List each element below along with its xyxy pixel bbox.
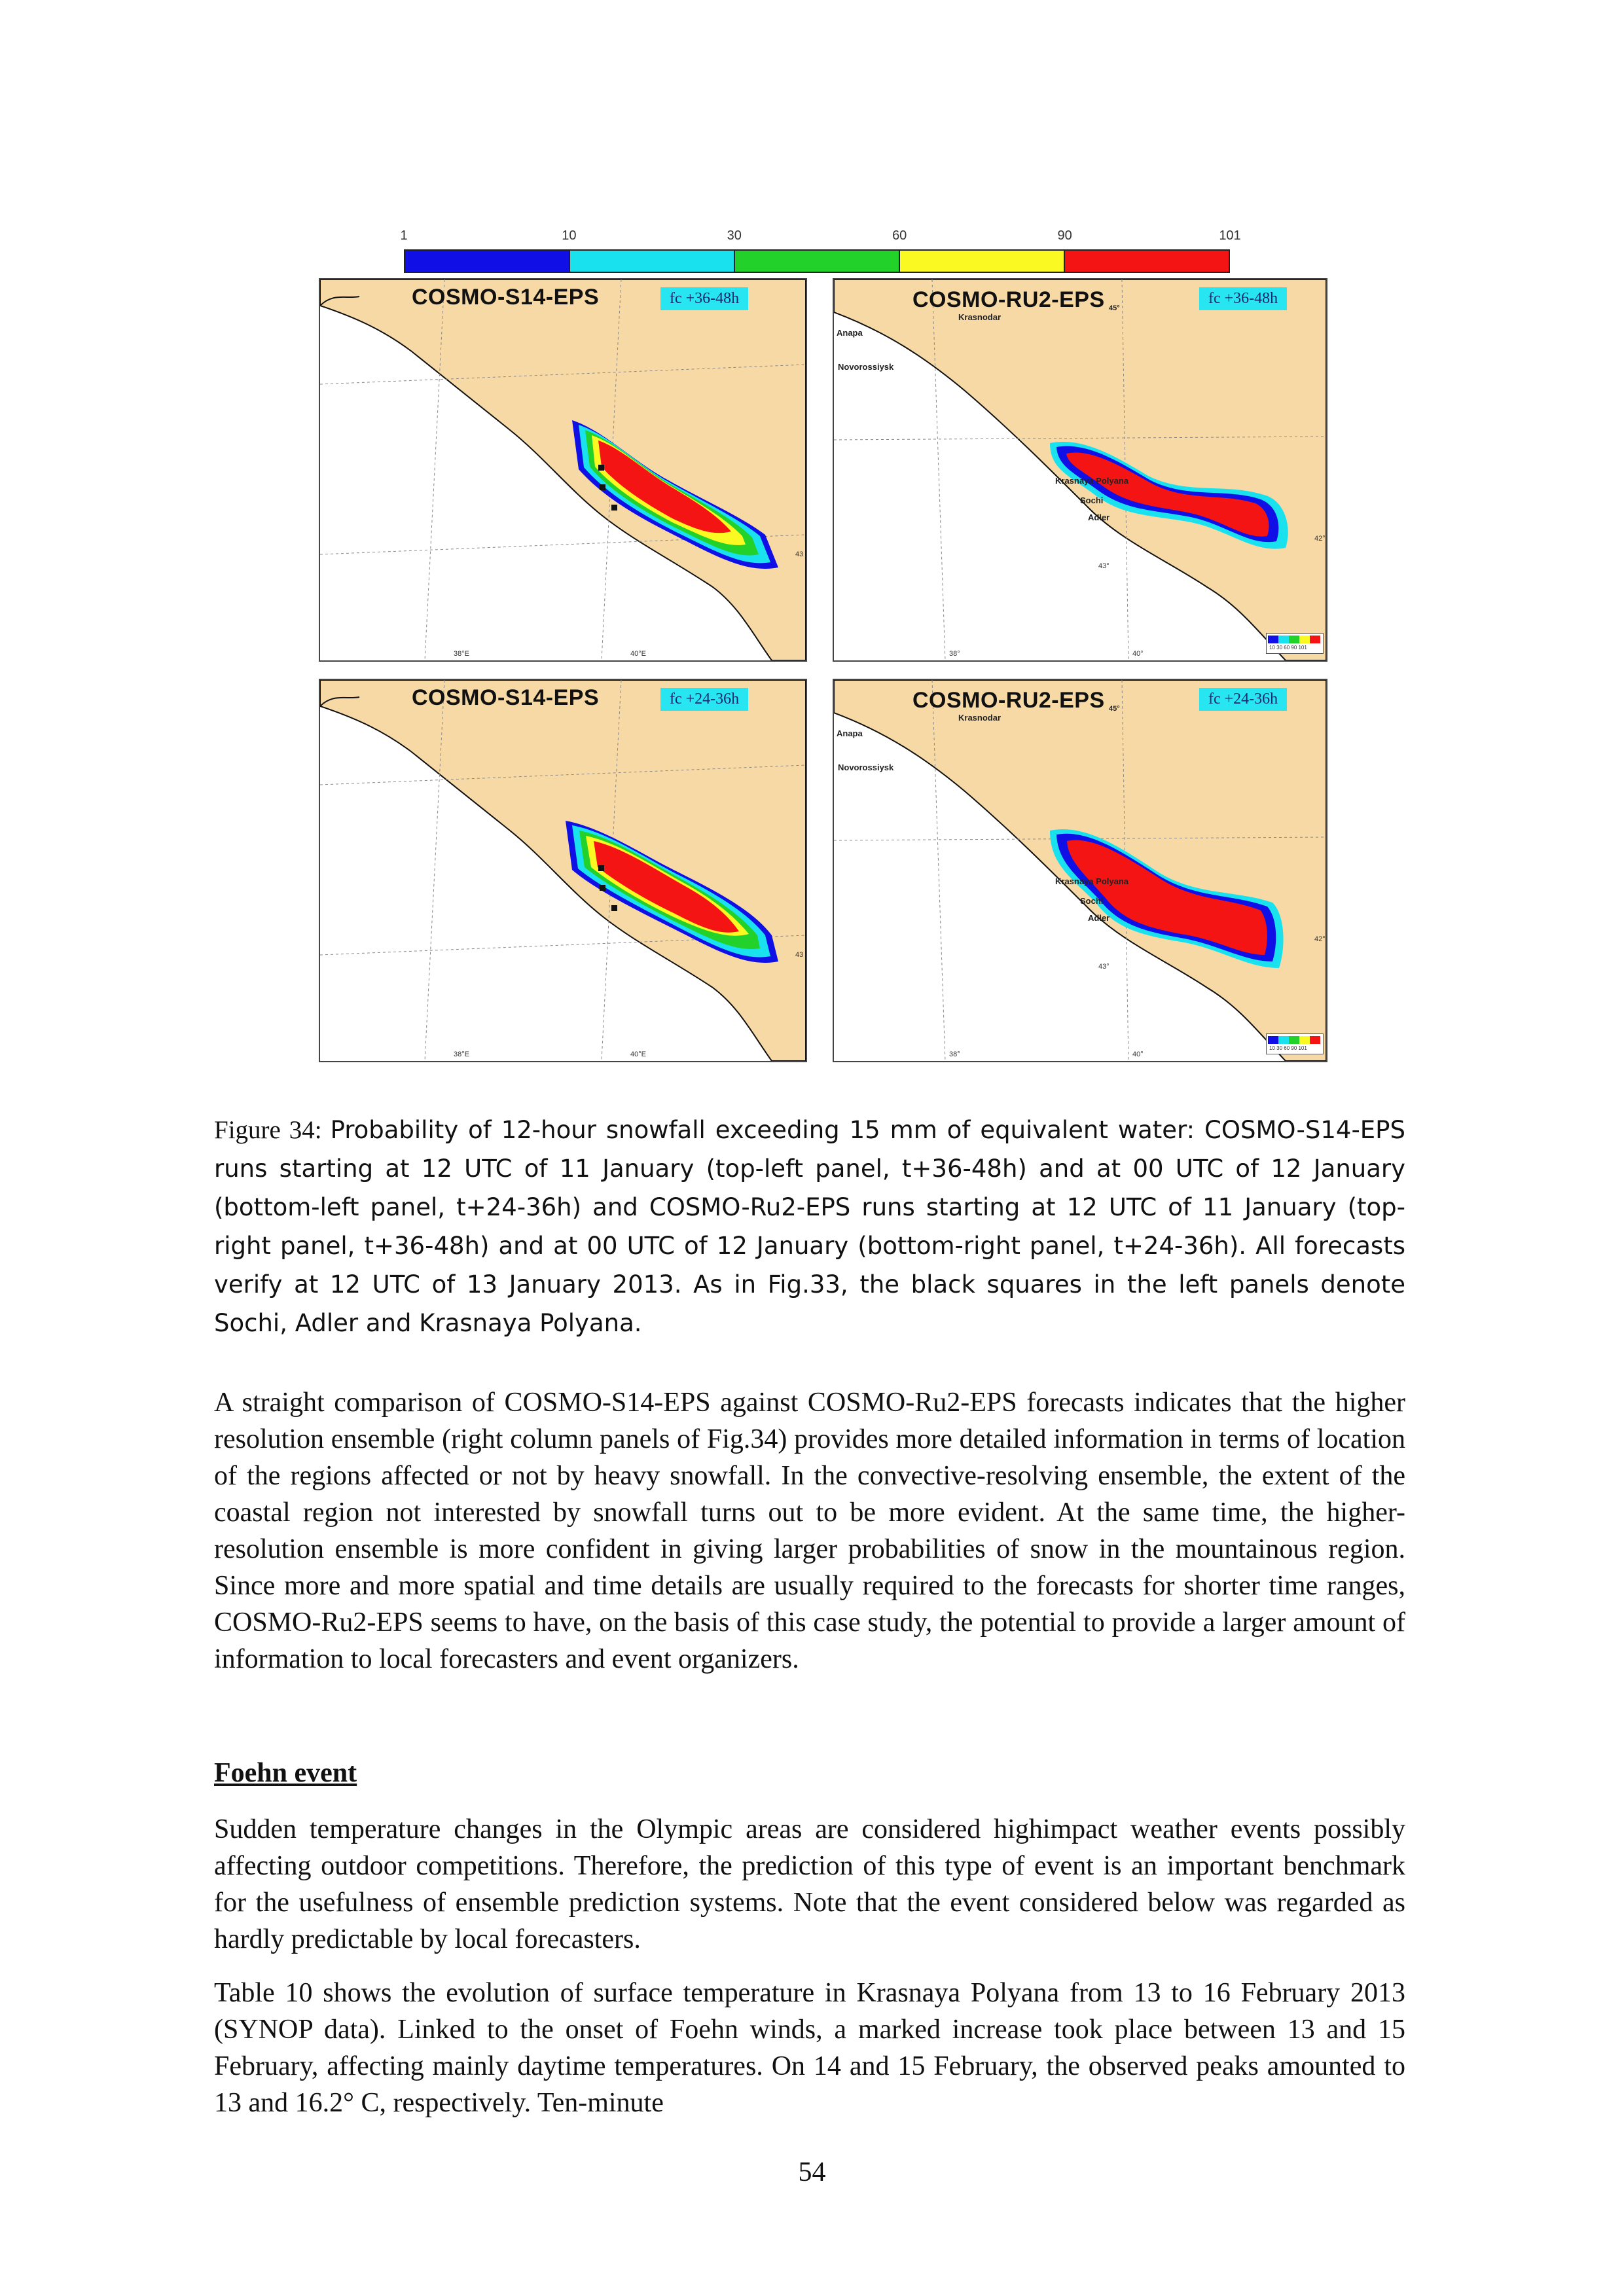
town-label: Krasnodar — [958, 312, 1001, 322]
town-label: Novorossiysk — [838, 362, 894, 372]
lon-label: 38° — [949, 650, 960, 658]
lat-label: 43° — [1098, 562, 1110, 570]
map-top-right — [834, 279, 1326, 660]
figure-label: Figure 34: — [214, 1116, 322, 1144]
body-paragraph: A straight comparison of COSMO-S14-EPS against COSMO-Ru2-EPS forecasts indicates that the higher resolution ensemble (right column panels of Fig.34) provides more detailed information in terms of location of the regions affected or not by heavy snowfall. In the convective-resolving ensemble, the extent of the coastal region not interested by snowfall turns out to be more evident. At the same time, the higher-resolution ensemble is more confident in giving larger probabilities of snow in the mountainous region. Since more and more spatial and time details are usually required to the forecasts for shorter time ranges, COSMO-Ru2-EPS seems to have, on the basis of this case study, the potential to provide a larger amount of information to local forecasters and event organizers. — [214, 1388, 1405, 1674]
mini-legend — [1266, 1033, 1324, 1054]
panel-title: COSMO-RU2-EPS — [912, 688, 1105, 713]
lon-label: 40°E — [630, 1050, 646, 1058]
map-panel-top-right — [833, 278, 1327, 662]
forecast-range-label: fc +24-36h — [660, 688, 748, 711]
colorbar — [400, 226, 1241, 273]
colorbar-tick: 1 — [400, 228, 408, 243]
colorbar-tick: 10 — [562, 228, 577, 243]
colorbar-bar — [404, 249, 1230, 273]
map-bottom-left — [320, 680, 806, 1061]
lon-label: 38°E — [454, 650, 469, 658]
town-label: Krasnaya Polyana — [1055, 876, 1129, 886]
lat-label: 43 — [795, 951, 804, 959]
figure-caption-text: Probability of 12-hour snowfall exceeding 15 mm of equivalent water: COSMO-S14-EPS runs starting at 12 UTC of 11 January (top-left panel, t+36-48h) and at 00 UTC of 12 January (bottom-left panel, t+24-36h) and COSMO-Ru2-EPS runs starting at 12 UTC of 11 January (top-right panel, t+36-48h) and at 00 UTC of 12 January (bottom-right panel, t+24-36h). All forecasts verify at 12 UTC of 13 January 2013. As in Fig.33, the black squares in the left panels denote Sochi, Adler and Krasnaya Polyana. — [214, 1116, 1405, 1337]
forecast-range-label: fc +36-48h — [660, 287, 748, 310]
colorbar-segment — [735, 251, 900, 272]
town-label: Krasnaya Polyana — [1055, 476, 1129, 486]
figure-caption — [214, 1111, 1405, 1342]
colorbar-tick: 60 — [892, 228, 907, 243]
mini-legend-values: 10 30 60 90 101 — [1269, 1045, 1307, 1051]
section-heading: Foehn event — [214, 1758, 357, 1788]
town-label: Novorossiysk — [838, 762, 894, 772]
lat-label: 43° — [1098, 963, 1110, 971]
body-paragraph: Table 10 shows the evolution of surface temperature in Krasnaya Polyana from 13 to 16 February 2013 (SYNOP data). Linked to the onset of Foehn winds, a marked increase took place between 13 and 15 February, affecting mainly daytime temperatures. On 14 and 15 February, the observed peaks amounted to 13 and 16.2° C, respectively. Ten-minute — [214, 1978, 1405, 2118]
colorbar-segment — [1065, 251, 1229, 272]
map-top-left — [320, 279, 806, 660]
town-label: Adler — [1088, 913, 1110, 923]
colorbar-tick: 90 — [1057, 228, 1072, 243]
colorbar-segment — [405, 251, 570, 272]
lon-label: 38°E — [454, 1050, 469, 1058]
colorbar-tick: 101 — [1219, 228, 1241, 243]
town-label: Sochi — [1080, 896, 1104, 906]
colorbar-ticks — [400, 226, 1241, 249]
colorbar-segment — [570, 251, 735, 272]
map-bottom-right — [834, 680, 1326, 1061]
lat-label: 43 — [795, 550, 804, 558]
town-label: Sochi — [1080, 495, 1104, 505]
panel-title: COSMO-S14-EPS — [412, 685, 600, 710]
town-label: Krasnodar — [958, 713, 1001, 723]
mini-legend — [1266, 633, 1324, 654]
panel-title: COSMO-S14-EPS — [412, 285, 600, 310]
lon-label: 40° — [1132, 650, 1144, 658]
colorbar-tick: 30 — [727, 228, 742, 243]
forecast-range-label: fc +24-36h — [1199, 688, 1287, 711]
corner-lat-label: 45° — [1109, 705, 1120, 713]
map-panel-bottom-left — [319, 679, 807, 1062]
page-number: 54 — [798, 2157, 826, 2187]
lon-label: 38° — [949, 1050, 960, 1058]
forecast-range-label: fc +36-48h — [1199, 287, 1287, 310]
lat-label: 42° — [1314, 535, 1326, 543]
lon-label: 40° — [1132, 1050, 1144, 1058]
colorbar-segment — [900, 251, 1065, 272]
corner-lat-label: 45° — [1109, 304, 1120, 312]
lat-label: 42° — [1314, 935, 1326, 943]
lon-label: 40°E — [630, 650, 646, 658]
body-paragraph: Sudden temperature changes in the Olympic areas are considered highimpact weather events possibly affecting outdoor competitions. Therefore, the prediction of this type of event is an important benchmark for the usefulness of ensemble prediction systems. Note that the event considered below was regarded as hardly predictable by local forecasters. — [214, 1814, 1405, 1954]
panel-title: COSMO-RU2-EPS — [912, 287, 1105, 312]
town-label: Anapa — [837, 728, 863, 738]
mini-legend-values: 10 30 60 90 101 — [1269, 645, 1307, 651]
map-panel-bottom-right — [833, 679, 1327, 1062]
town-label: Adler — [1088, 512, 1110, 522]
map-panel-top-left — [319, 278, 807, 662]
town-label: Anapa — [837, 328, 863, 338]
